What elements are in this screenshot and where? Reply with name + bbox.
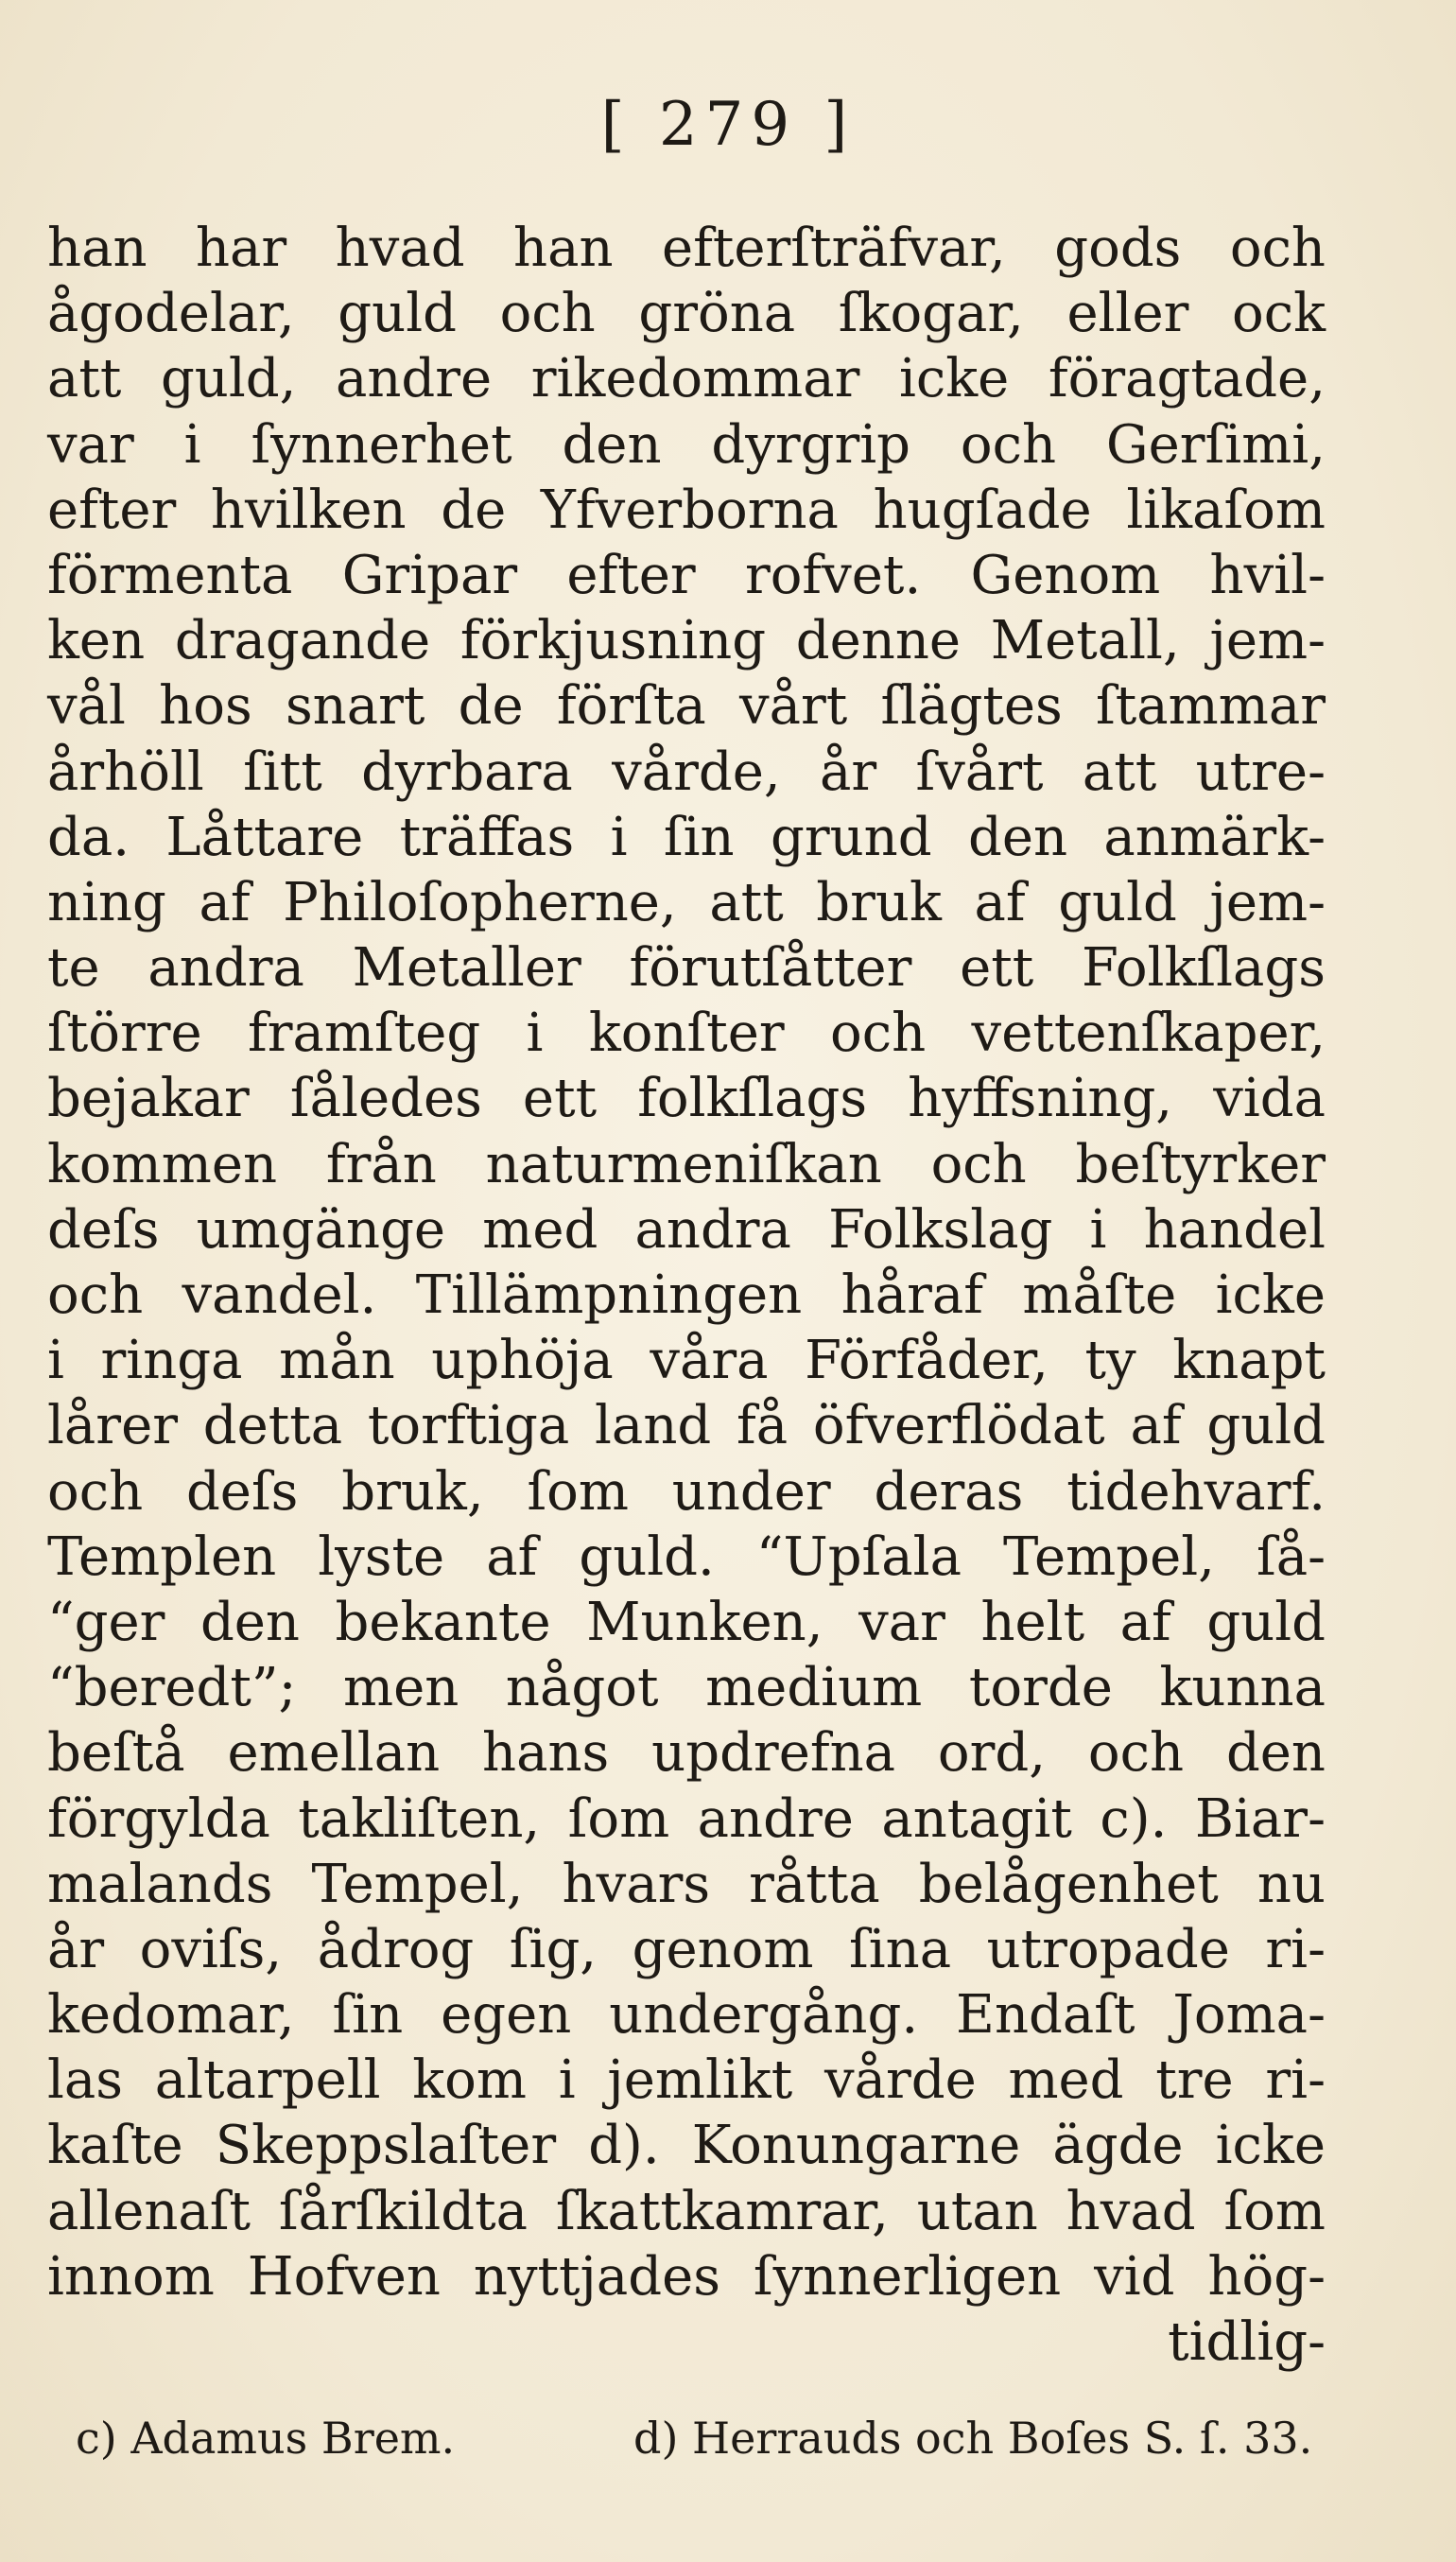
text-line: innom Hofven nyttjades ſynnerligen vid hög- bbox=[47, 2245, 1326, 2308]
text-line: beſtå emellan hans updrefna ord, och den bbox=[47, 1722, 1326, 1785]
text-line: han har hvad han efterſträfvar, gods och bbox=[47, 218, 1326, 279]
text-line: att guld, andre rikedommar icke föragtade, bbox=[47, 348, 1326, 410]
text-line: allenaſt ſårſkildta ſkattkamrar, utan hvad ſom bbox=[47, 2180, 1326, 2242]
text-line: århöll ſitt dyrbara vårde, år ſvårt att utre- bbox=[47, 741, 1326, 803]
text-line: ning af Philoſopherne, att bruk af guld jem- bbox=[47, 871, 1326, 933]
text-line: deſs umgänge med andra Folkslag i handel bbox=[47, 1198, 1326, 1261]
text-line: ken dragande förkjusning denne Metall, jem- bbox=[47, 610, 1326, 672]
text-line: förgylda takliſten, ſom andre antagit c). Biar- bbox=[47, 1787, 1326, 1850]
text-line: lårer detta torftiga land få öfverflödat af guld bbox=[47, 1395, 1326, 1457]
text-line: las altarpell kom i jemlikt vårde med tre ri- bbox=[47, 2049, 1326, 2112]
text-line: kedomar, ſin egen undergång. Endaſt Joma- bbox=[47, 1984, 1326, 2047]
text-line: ågodelar, guld och gröna ſkogar, eller ock bbox=[47, 283, 1326, 345]
text-line: efter hvilken de Yfverborna hugſade likaſom bbox=[47, 479, 1326, 541]
text-line: ſtörre framſteg i konſter och vettenſkaper, bbox=[47, 1002, 1326, 1065]
text-line: år oviſs, ådrog ſig, genom ſina utropade ri- bbox=[47, 1918, 1326, 1980]
text-line: te andra Metaller förutſåtter ett Folkſlags bbox=[47, 937, 1326, 1000]
page-number: [ 279 ] bbox=[600, 90, 856, 160]
body-text bbox=[47, 216, 1326, 2375]
text-line: och vandel. Tillämpningen håraf måſte icke bbox=[47, 1264, 1326, 1326]
text-line: “ger den bekante Munken, var helt af guld bbox=[47, 1591, 1326, 1653]
footnote-c: c) Adamus Brem. bbox=[76, 2413, 456, 2464]
catchword: tidlig- bbox=[1168, 2311, 1326, 2373]
text-line: “beredt”; men något medium torde kunna bbox=[47, 1657, 1326, 1719]
text-line: da. Låttare träffas i ſin grund den anmärk- bbox=[47, 806, 1326, 868]
text-line: var i ſynnerhet den dyrgrip och Gerſimi, bbox=[47, 413, 1326, 476]
text-line: bejakar ſåledes ett folkſlags hyffsning, vida bbox=[47, 1068, 1326, 1130]
text-line: malands Tempel, hvars råtta belågenhet nu bbox=[47, 1853, 1326, 1915]
text-line: vål hos snart de förſta vårt ſlägtes ſtammar bbox=[47, 675, 1326, 738]
footnote-d: d) Herrauds och Boſes S. ſ. 33. bbox=[633, 2413, 1313, 2464]
text-line: i ringa mån uphöja våra Förfåder, ty knapt bbox=[47, 1330, 1326, 1392]
text-line: kaſte Skeppslaſter d). Konungarne ägde icke bbox=[47, 2115, 1326, 2177]
text-line: kommen från naturmeniſkan och beſtyrker bbox=[47, 1133, 1326, 1195]
text-line: Templen lyste af guld. “Upſala Tempel, ſå- bbox=[47, 1525, 1326, 1588]
text-line: och deſs bruk, ſom under deras tidehvarf. bbox=[47, 1460, 1326, 1523]
text-line: förmenta Gripar efter rofvet. Genom hvil- bbox=[47, 544, 1326, 606]
